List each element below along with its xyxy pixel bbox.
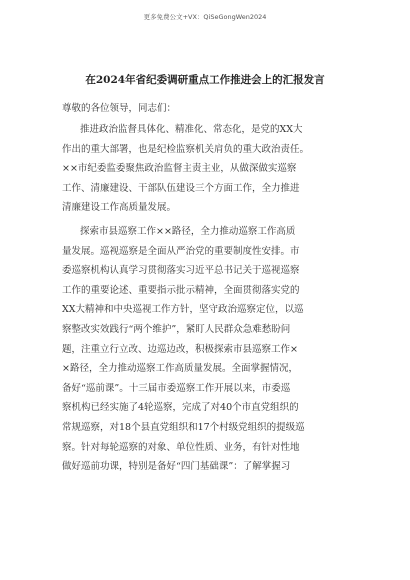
document-title: 在2024年省纪委调研重点工作推进会上的汇报发言 [85,74,325,86]
paragraph-2-line: 量发展。巡视巡察是全面从严治党的重要制度性安排。市 [62,245,300,257]
paragraph-2-line: 察机构已经实施了4轮巡察，完成了对40个市直党组织的 [62,402,299,414]
paragraph-1-line: 工作、清廉建设、干部队伍建设三个方面工作，全力推进 [62,182,300,194]
paragraph-2-line: 备好“巡前课”。十三届市委巡察工作开展以来，市委巡 [62,382,291,394]
paragraph-2-line: 委巡察机构认真学习贯彻落实习近平总书记关于巡视巡察 [62,265,300,277]
paragraph-2-line: 常规巡察，对18个县直党组织和17个村级党组织的提级巡 [62,421,305,433]
paragraph-1-line: 清廉建设工作高质量发展。 [62,202,177,214]
paragraph-2-line: 工作的重要论述、重要指示批示精神，全面贯彻落实党的 [62,284,300,296]
paragraph-1-line: 作出的重大部署，也是纪检监察机关肩负的重大政治责任。 [62,143,310,155]
promo-header-note: 更多免费公文+VX：QiSeGongWen2024 [143,13,267,21]
paragraph-2 [62,222,354,477]
paragraph-1-line: ××市纪委监委聚焦政治监督主责主业，从做深做实巡察 [62,163,297,175]
salutation: 尊敬的各位领导，同志们： [62,103,177,114]
paragraph-2-line: 探索市县巡察工作××路径，全力推动巡察工作高质 [80,226,296,237]
paragraph-2-line: ×路径，全力推动巡察工作高质量发展。全面掌握情况， [62,363,298,375]
paragraph-2-line: 题，注重立行立改、边巡边改，积极探索市县巡察工作× [62,343,298,355]
paragraph-2-line: 做好巡前功课，特别是备好“四门基础课”：了解掌握习 [62,461,291,473]
paragraph-2-line: 察。针对每轮巡察的对象、单位性质、业务，有针对性地 [62,441,300,453]
paragraph-1-line: 推进政治监督具体化、精准化、常态化，是党的XX大 [80,124,303,135]
paragraph-2-line: 察整改实效践行“两个维护”，紧盯人民群众急难愁盼问 [62,323,291,335]
paragraph-1 [62,120,354,218]
paragraph-2-line: XX大精神和中央巡视工作方针，坚守政治巡察定位，以巡 [62,304,304,316]
